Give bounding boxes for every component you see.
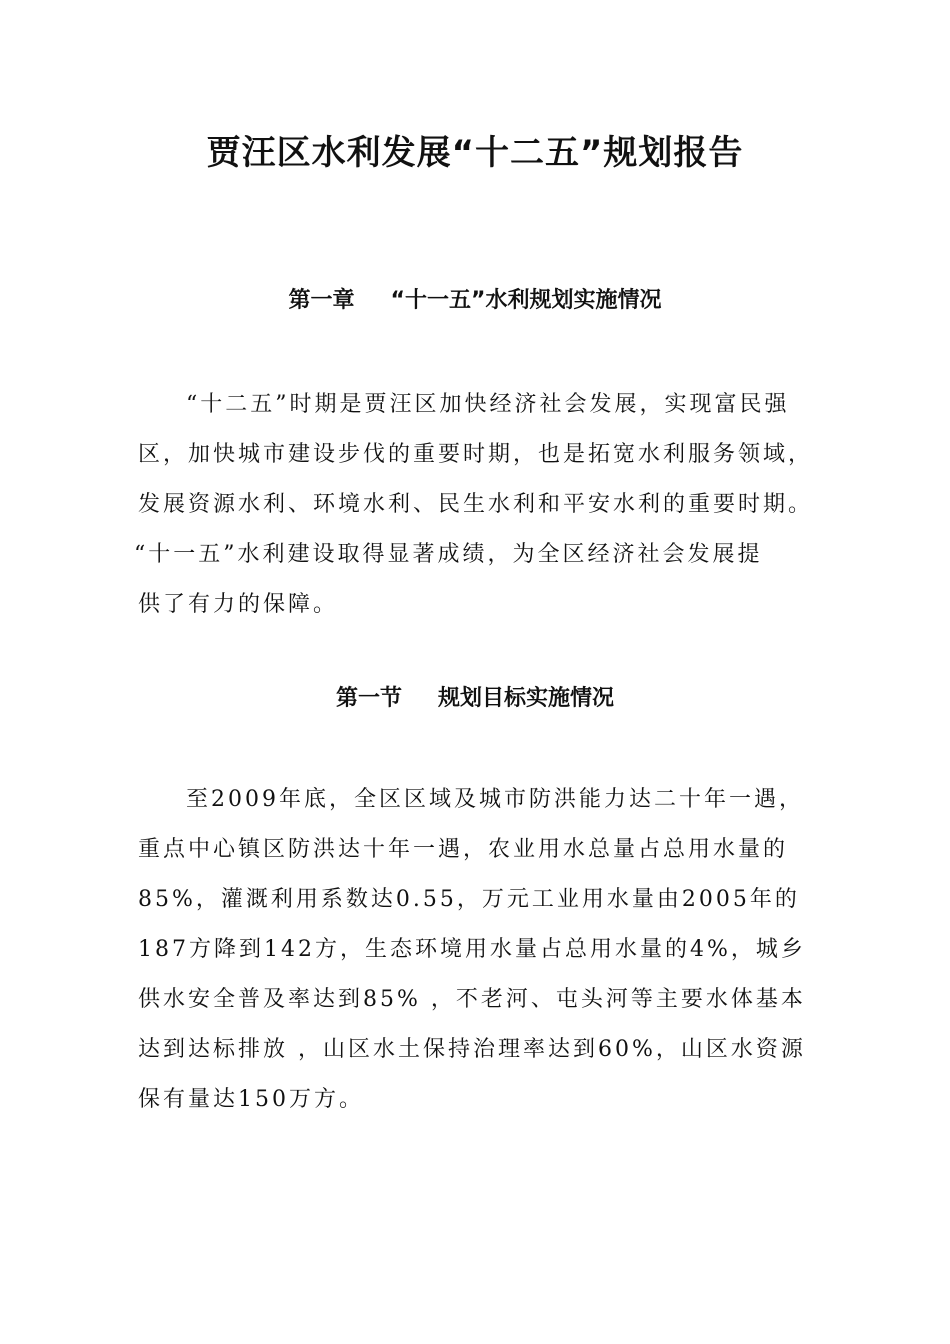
paragraph-line: 至2009年底，全区区域及城市防洪能力达二十年一遇， <box>186 787 804 812</box>
intro-paragraph <box>134 380 818 630</box>
paragraph-line: 85%，灌溉利用系数达0.55，万元工业用水量由2005年的 <box>138 887 800 912</box>
paragraph-line: 发展资源水利、环境水利、民生水利和平安水利的重要时期。 <box>138 492 814 517</box>
paragraph-line: 重点中心镇区防洪达十年一遇，农业用水总量占总用水量的 <box>138 837 789 862</box>
paragraph-line: “十一五”水利建设取得显著成绩，为全区经济社会发展提 <box>134 542 763 567</box>
chapter-heading <box>0 284 950 318</box>
section-title: 规划目标实施情况 <box>438 686 615 711</box>
paragraph-line: 达到达标排放 ，山区水土保持治理率达到60%，山区水资源 <box>138 1037 806 1062</box>
document-title: 贾汪区水利发展“十二五”规划报告 <box>206 133 744 173</box>
chapter-title: “十一五”水利规划实施情况 <box>390 288 662 313</box>
paragraph-line: 供了有力的保障。 <box>138 592 339 617</box>
targets-paragraph <box>138 775 818 1125</box>
section-number: 第一节 <box>335 686 402 711</box>
paragraph-line: 187方降到142方，生态环境用水量占总用水量的4%，城乡 <box>138 937 806 962</box>
section-heading <box>0 682 950 716</box>
paragraph-line: 供水安全普及率达到85% ，不老河、屯头河等主要水体基本 <box>138 987 806 1012</box>
paragraph-line: 保有量达150万方。 <box>138 1087 364 1112</box>
chapter-number: 第一章 <box>288 288 355 313</box>
paragraph-line: “十二五”时期是贾汪区加快经济社会发展，实现富民强 <box>186 392 790 417</box>
paragraph-line: 区，加快城市建设步伐的重要时期，也是拓宽水利服务领域， <box>138 442 814 467</box>
